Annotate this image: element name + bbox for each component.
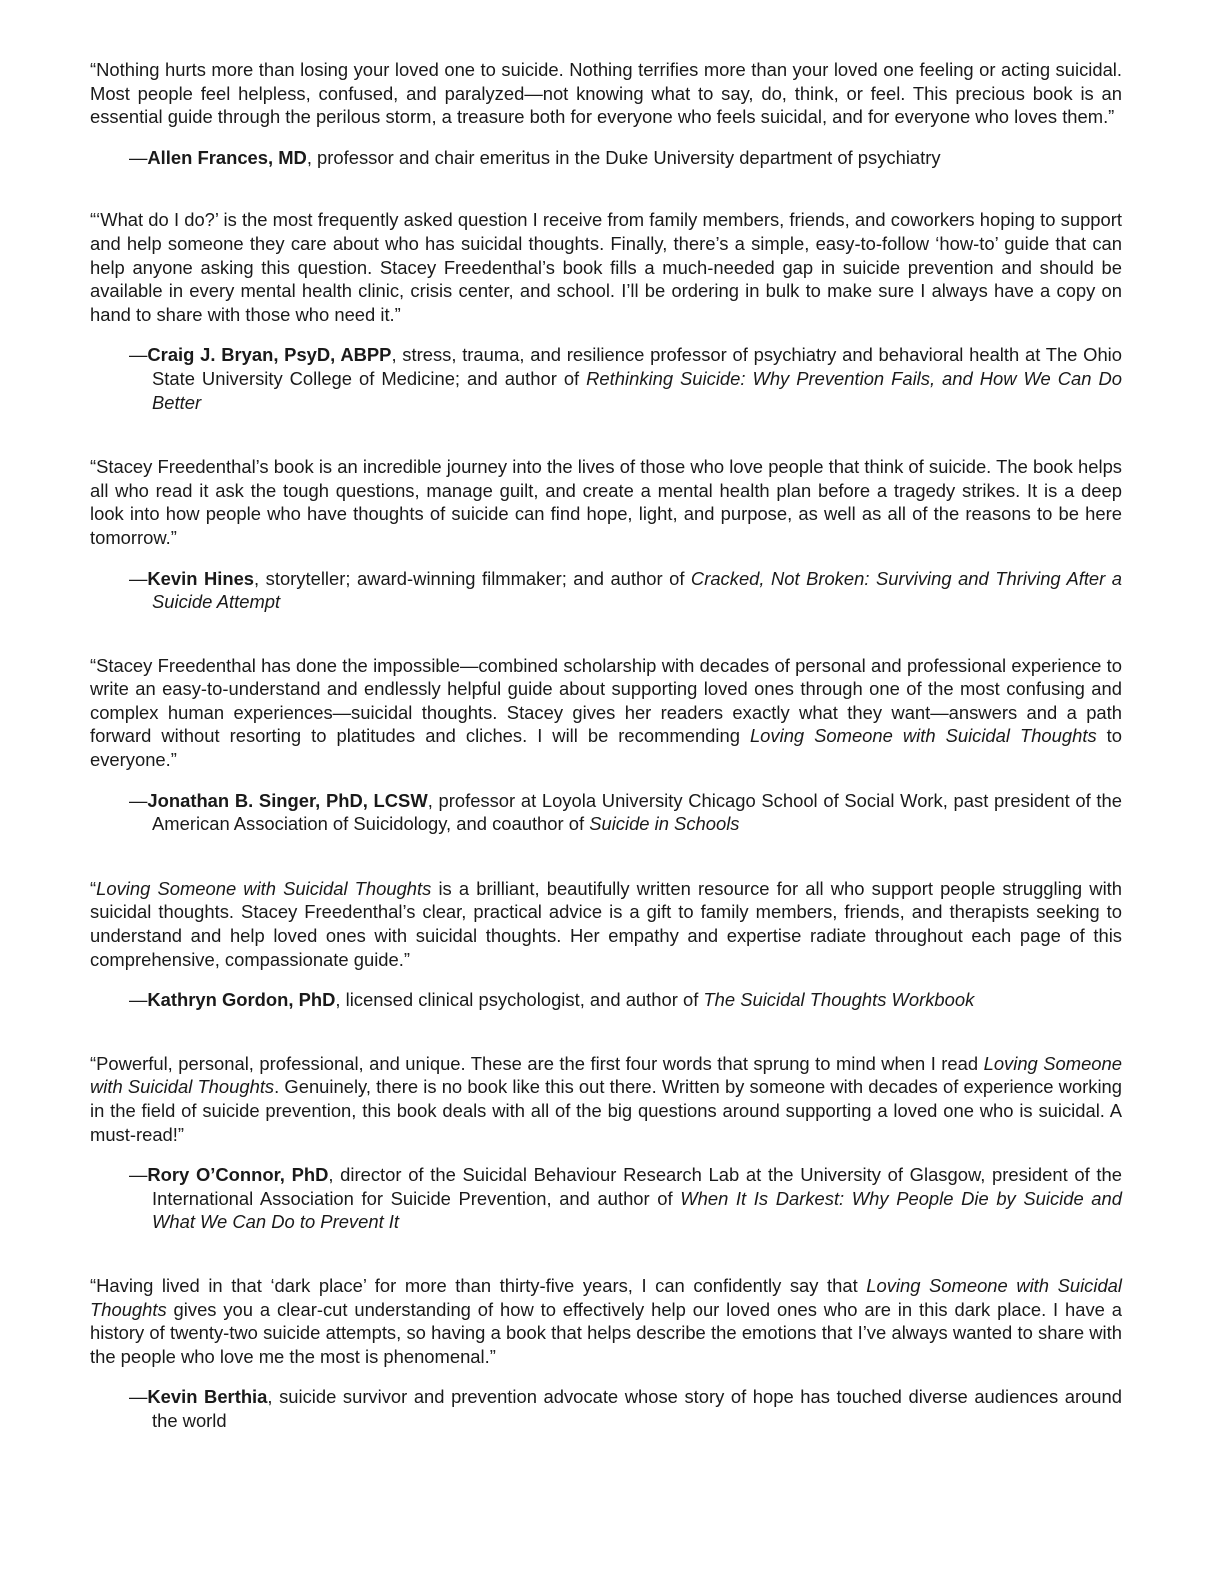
endorser-name: Rory O’Connor, PhD [147,1164,329,1186]
quote-book-title: Loving Someone with Suicidal Thoughts [96,877,432,899]
endorsement-attribution [90,789,1122,836]
endorser-book-title: Suicide in Schools [589,813,740,835]
endorsement-attribution [90,988,1122,1012]
endorser-name: Jonathan B. Singer, PhD, LCSW [147,789,428,811]
endorser-affiliation: , professor at Loyola University Chicago School of Social Work, past president of the American Association of Suicidology, and coauthor of [152,789,1122,835]
endorser-name: Craig J. Bryan, PsyD, ABPP [147,344,392,366]
quote-book-title: Loving Someone with Suicidal Thoughts [90,1274,1122,1320]
endorser-book-title: Cracked, Not Broken: Surviving and Thriving After a Suicide Attempt [152,567,1122,613]
endorser-book-title: Rethinking Suicide: Why Prevention Fails, and How We Can Do Better [152,367,1122,413]
endorsement-attribution [90,343,1122,414]
endorsement [90,1052,1122,1234]
endorser-affiliation: , suicide survivor and prevention advocate whose story of hope has touched diverse audiences around the world [152,1386,1122,1431]
endorsement-quote [90,455,1122,549]
endorsement-quote [90,1274,1122,1368]
quote-text: “‘What do I do?’ is the most frequently asked question I receive from family members, friends, and coworkers hoping to support and help someone they care about who has suicidal thoughts. Finally, there’s a simple, easy-to-follow ‘how-to’ guide that can help anyone asking this question. Stacey Freedenthal’s book fills a much-needed gap in suicide prevention and should be available in every mental health clinic, crisis center, and school. I’ll be ordering in bulk to make sure I always have a copy on hand to share with those who need it.” [90,209,1122,325]
quote-text-end: to everyone.” [90,725,1122,771]
quote-text-end: gives you a clear-cut understanding of how to effectively help our loved ones who are in this dark place. I have a history of twenty-two suicide attempts, so having a book that helps describe the emotions that I’ve always wanted to share with the people who love me the most is phenomenal.” [90,1298,1122,1367]
endorser-affiliation: , director of the Suicidal Behaviour Research Lab at the University of Glasgow, president of the International Association for Suicide Prevention, and author of [152,1164,1122,1209]
endorser-affiliation: , licensed clinical psychologist, and author of [335,989,704,1011]
quote-text: “Powerful, personal, professional, and unique. These are the first four words that sprung to mind when I read [90,1052,984,1074]
quote-book-title: Loving Someone with Suicidal Thoughts [749,725,1097,747]
endorsement-attribution [90,146,1122,170]
endorser-affiliation: , stress, trauma, and resilience professor of psychiatry and behavioral health at The Ohio State University College of Medicine; and author of [152,344,1122,389]
quote-text-end: . Genuinely, there is no book like this out there. Written by someone with decades of experience working in the field of suicide prevention, this book deals with all of the big questions around supporting a loved one who is suicidal. A must-read!” [90,1076,1122,1145]
endorser-affiliation: , professor and chair emeritus in the Duke University department of psychiatry [306,146,941,168]
endorser-name: Allen Frances, MD [147,146,307,168]
endorser-book-title: The Suicidal Thoughts Workbook [703,989,975,1011]
quote-book-title: Loving Someone with Suicidal Thoughts [90,1052,1122,1098]
attribution-dash: — [129,789,148,811]
quote-text: “Stacey Freedenthal’s book is an incredible journey into the lives of those who love people that think of suicide. The book helps all who read it ask the tough questions, manage guilt, and create a mental health plan before a tragedy strikes. It is a deep look into how people who have thoughts of suicide can find hope, light, and purpose, as well as all of the reasons to be here tomorrow.” [90,456,1122,548]
quote-text-end: is a brilliant, beautifully written resource for all who support people struggling with suicidal thoughts. Stacey Freedenthal’s clear, practical advice is a gift to family members, friends, and therapists seeking to understand and help loved ones with suicidal thoughts. Her empathy and expertise radiate throughout each page of this comprehensive, compassionate guide.” [90,877,1122,970]
attribution-dash: — [129,146,148,168]
endorsement-quote [90,1052,1122,1146]
quote-text: “Nothing hurts more than losing your loved one to suicide. Nothing terrifies more than your loved one feeling or acting suicidal. Most people feel helpless, confused, and paralyzed—not knowing what to say, do, think, or feel. This precious book is an essential guide through the perilous storm, a treasure both for everyone who feels suicidal, and for everyone who loves them.” [90,59,1122,128]
endorser-name: Kevin Hines [147,567,255,589]
endorser-name: Kevin Berthia [147,1386,268,1408]
attribution-dash: — [129,1164,148,1186]
endorsement [90,208,1122,414]
quote-text: “Having lived in that ‘dark place’ for more than thirty-five years, I can confidently say that [90,1274,867,1296]
endorsement [90,1274,1122,1433]
attribution-dash: — [129,567,148,589]
endorsement-attribution [90,1385,1122,1432]
endorsement [90,455,1122,614]
endorsement-attribution [90,1163,1122,1234]
endorsement-quote [90,654,1122,772]
endorser-affiliation: , storyteller; award-winning filmmaker; and author of [254,567,691,589]
endorsement [90,877,1122,1012]
quote-text: “Stacey Freedenthal has done the impossible—combined scholarship with decades of personal and professional experience to write an easy-to-understand and endlessly helpful guide about supporting loved ones through one of the most confusing and complex human experiences—suicidal thoughts. Stacey gives her readers exactly what they want—answers and a path forward without resorting to platitudes and cliches. I will be recommending [90,654,1122,747]
endorsement-quote [90,208,1122,326]
attribution-dash: — [129,1386,148,1408]
attribution-dash: — [129,344,148,366]
attribution-dash: — [129,989,148,1011]
endorser-name: Kathryn Gordon, PhD [147,989,336,1011]
endorsements-page [90,58,1122,1433]
endorsement-quote [90,877,1122,971]
endorsement [90,654,1122,836]
endorser-book-title: When It Is Darkest: Why People Die by Suicide and What We Can Do to Prevent It [152,1187,1122,1233]
quote-text: “ [90,877,97,899]
endorsement-attribution [90,567,1122,614]
endorsement [90,58,1122,169]
endorsement-quote [90,58,1122,129]
